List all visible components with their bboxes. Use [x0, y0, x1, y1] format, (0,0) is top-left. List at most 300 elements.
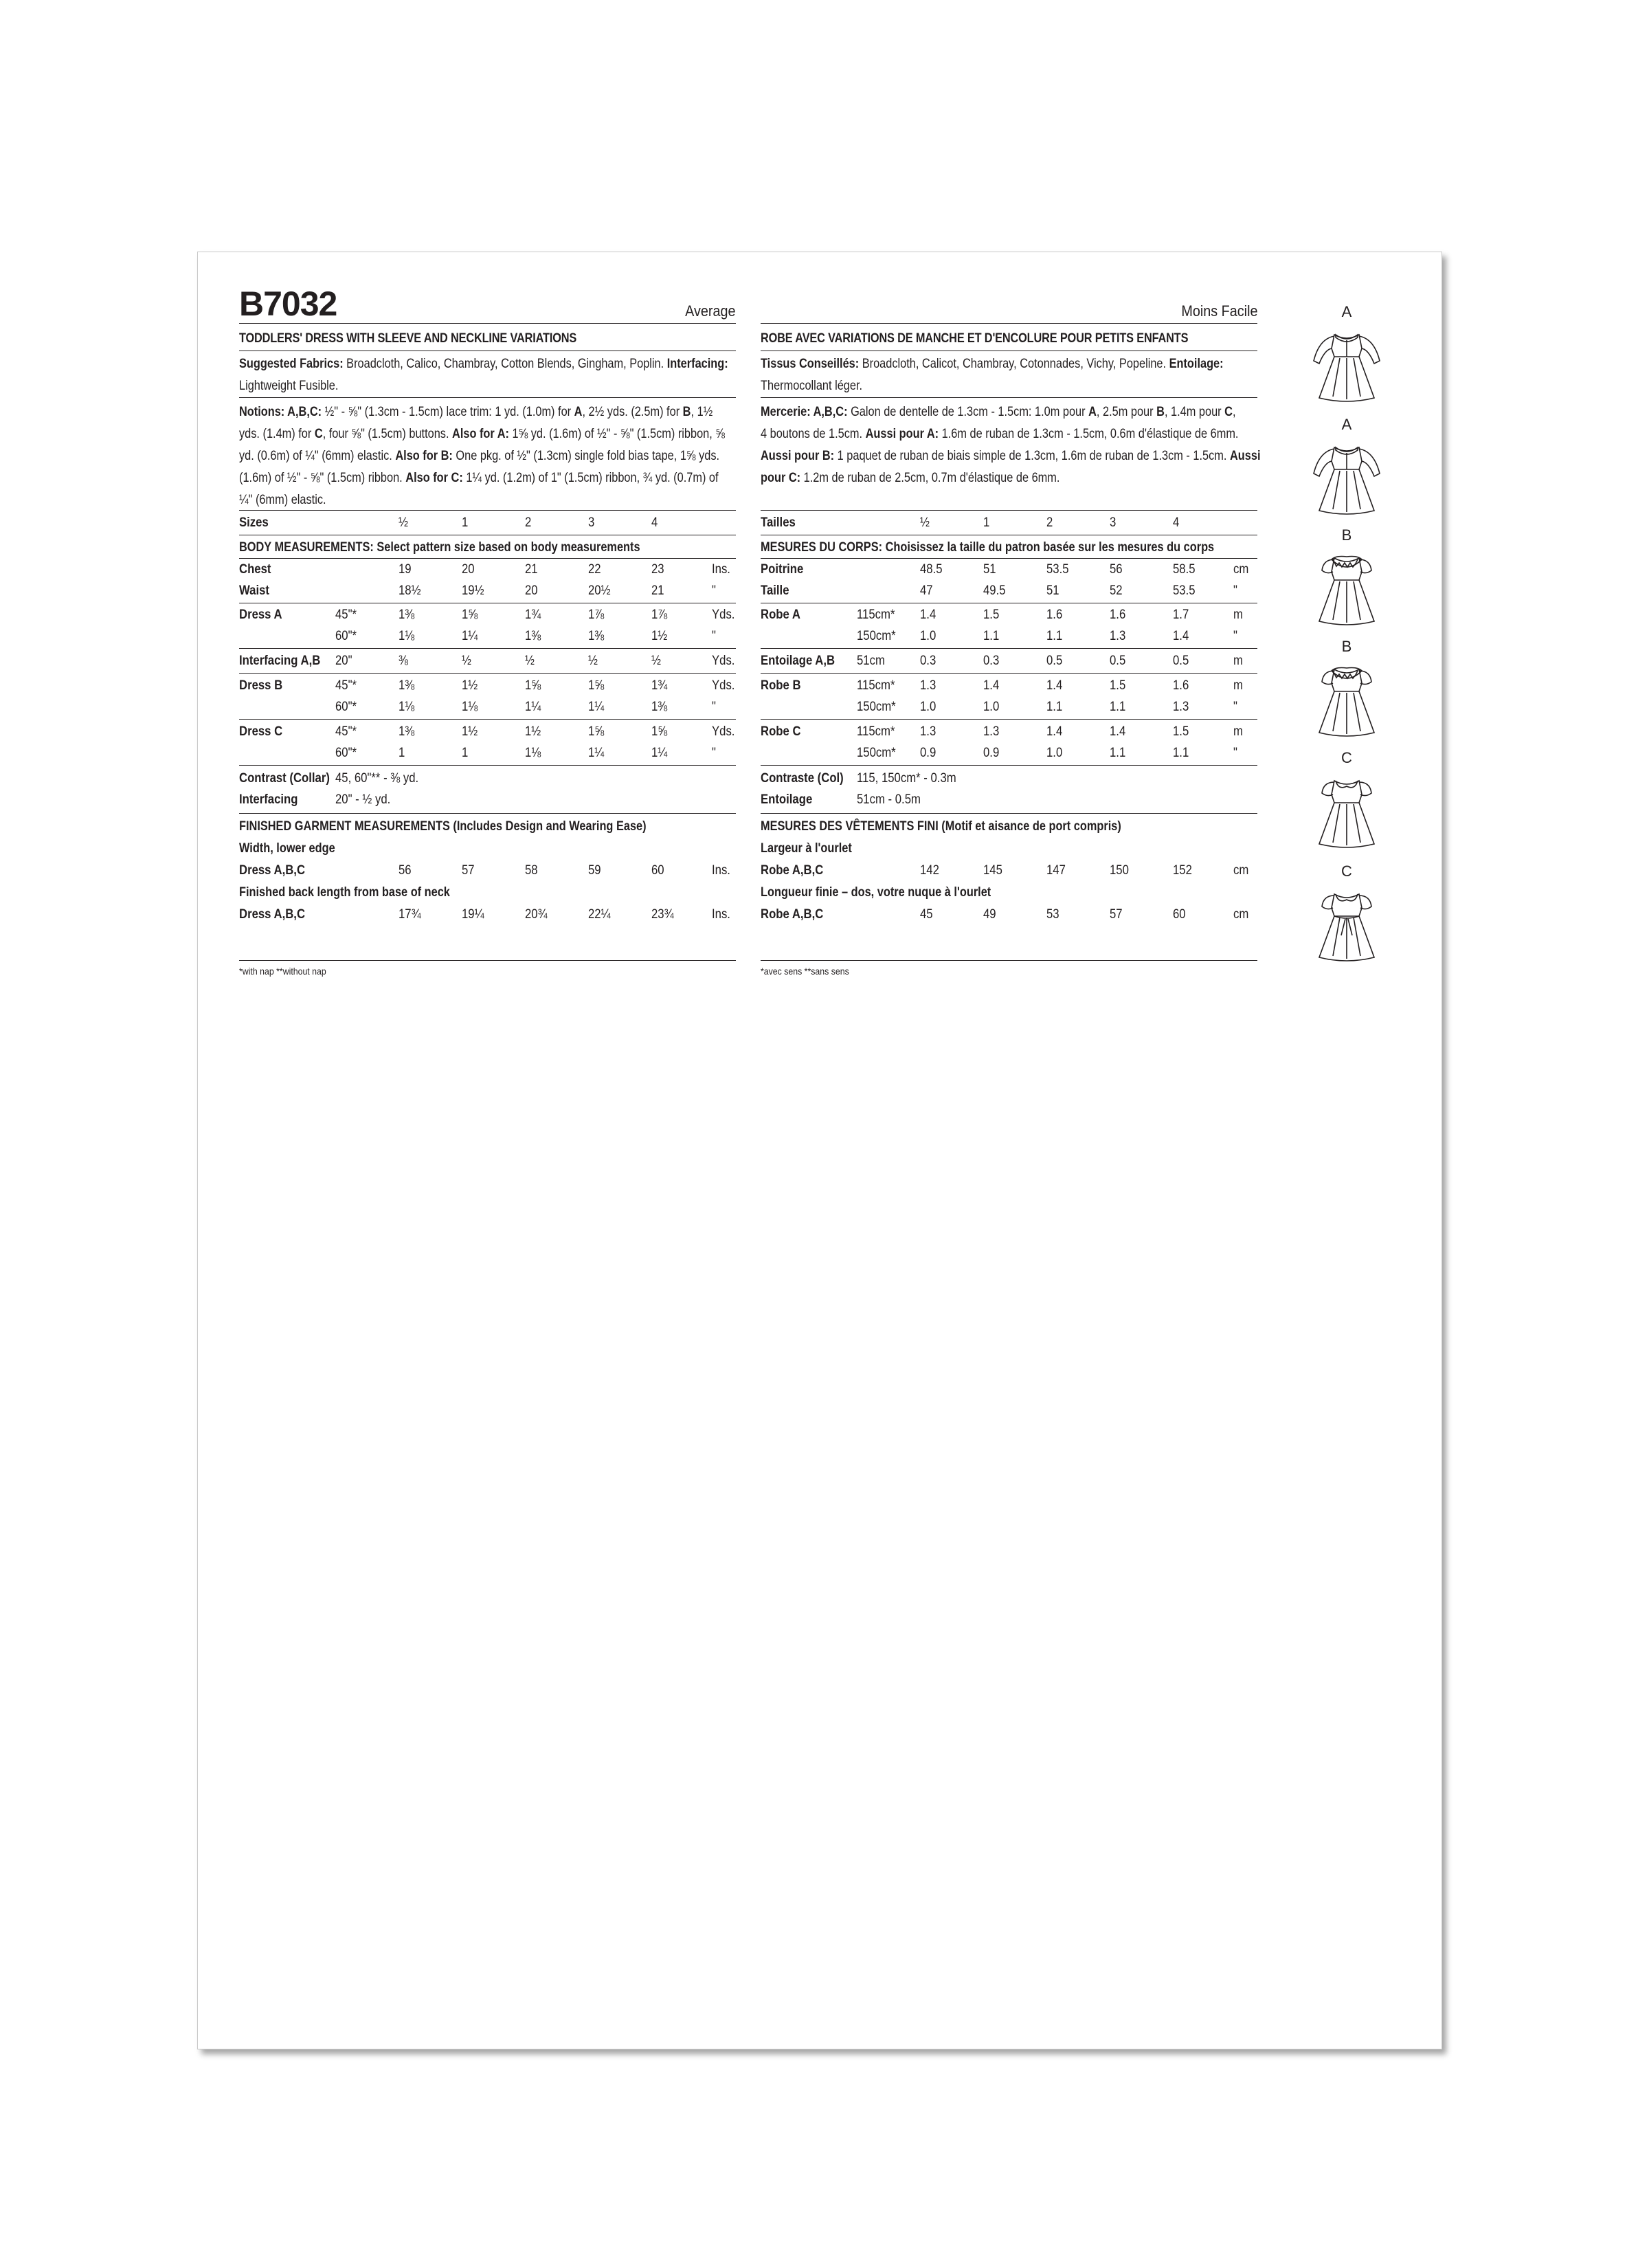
en-body-row-value: 19½ [462, 583, 484, 598]
en-yardage-row-value: 1¾ [651, 678, 668, 693]
fr-yardage-row-value: 1.1 [983, 629, 1000, 643]
en-yardage-row-value: ½ [651, 654, 661, 668]
fr-yardage-row-width: 115cm* [857, 724, 895, 739]
fr-yardage-row [0, 746, 1649, 764]
en-yardage-row-value: 1¼ [588, 700, 605, 714]
en-yardage-row-value: 1⅝ [651, 724, 668, 739]
fr-notions-text: pour [1062, 405, 1089, 419]
en-yardage-row-value: 1⅜ [399, 608, 415, 622]
fr-contrast-row [0, 771, 1649, 789]
en-yardage-row-value: 1⅞ [588, 608, 605, 622]
fr-yardage-row-value: 1.4 [1173, 629, 1189, 643]
fr-rule-contrast [761, 813, 1257, 814]
fr-yardage-row-unit: m [1233, 654, 1243, 668]
en-contrast-value: 45, 60"** - ⅜ yd. [335, 771, 419, 786]
en-notions-line [239, 423, 771, 445]
fr-yardage-row-value: 1.4 [983, 678, 1000, 693]
en-length-row-unit: Ins. [712, 907, 730, 922]
en-yardage-row-value: 1¼ [525, 700, 541, 714]
view-letter: A [1341, 416, 1352, 433]
dress-outline [1333, 693, 1360, 734]
fr-length-row-value: 53 [1046, 907, 1059, 922]
en-rule-yardage [239, 765, 736, 766]
fr-width-row [0, 863, 1649, 881]
en-yardage-row-value: 1⅜ [399, 724, 415, 739]
fr-width-row-value: 150 [1110, 863, 1129, 878]
fr-yardage-row-value: 1.3 [920, 678, 936, 693]
fr-yardage-row-value: 1.1 [1173, 746, 1189, 760]
fr-yardage-row-value: 1.1 [1046, 629, 1063, 643]
fr-interfacing-label2: Entoilage [761, 792, 813, 807]
fr-interfacing-label: Entoilage: [1169, 357, 1224, 371]
en-body-row-value: 20½ [588, 583, 611, 598]
en-yardage-row-value: 1⅜ [588, 629, 605, 643]
en-yardage-row-value: ½ [462, 654, 471, 668]
en-notions-text: ¼" (6mm) elastic. [239, 493, 326, 507]
dress-outline [1314, 336, 1334, 364]
fr-notions-text: , [1232, 405, 1236, 419]
fr-yardage-row-value: 1.5 [1110, 678, 1126, 693]
fr-yardage-row-value: 1.5 [983, 608, 1000, 622]
en-yardage-row-value: 1¼ [462, 629, 478, 643]
en-notions-text: One pkg. of ½" (1.3cm) single fold bias tape, 1⅝ yds. [452, 449, 720, 463]
fr-length-row [0, 907, 1649, 925]
fr-notions-text: , 2.5m [1096, 405, 1131, 419]
dress-outline [1333, 804, 1360, 845]
fr-notions-text: 1.2m de ruban de 2.5cm, 0.7m d'élastique de 6mm. [800, 471, 1060, 485]
fr-notions-line [761, 467, 1292, 489]
dress-outline [1333, 918, 1360, 959]
en-notions-label: Also for B: [395, 449, 453, 463]
view-letter: A [1341, 303, 1352, 320]
fr-yardage-row-unit: " [1233, 700, 1237, 714]
en-body-row-label: Chest [239, 562, 271, 577]
en-rule-body [239, 558, 736, 559]
en-fabrics [239, 353, 730, 397]
en-yardage-row-value: 1⅛ [399, 629, 415, 643]
en-yardage-row-unit: Yds. [712, 608, 735, 622]
en-yardage-row-width: 45"* [335, 724, 357, 739]
en-length-row-value: 23¾ [651, 907, 674, 922]
en-yardage-row-value: 1¾ [525, 608, 541, 622]
fr-sizes-row-value: ½ [920, 515, 930, 530]
en-yardage-row-unit: " [712, 629, 716, 643]
en-title: TODDLERS' DRESS WITH SLEEVE AND NECKLINE VARIATIONS [239, 331, 577, 346]
dress-view-drawing [1299, 544, 1395, 630]
fr-yardage-row-value: 1.1 [1110, 746, 1126, 760]
en-notions [239, 401, 771, 511]
fr-length-row-value: 60 [1173, 907, 1186, 922]
fr-yardage-row-value: 1.4 [1046, 678, 1063, 693]
en-length-heading: Finished back length from base of neck [239, 885, 450, 900]
en-length-row-value: 20¾ [525, 907, 548, 922]
fr-rule-body [761, 558, 1257, 559]
en-yardage-row-label: Dress C [239, 724, 283, 739]
en-notions-text: ½" - ⅝" (1.3cm - 1.5cm) lace trim: 1 yd. (1.0m) [322, 405, 559, 419]
fr-yardage-row-label: Entoilage A,B [761, 654, 835, 668]
en-interfacing-text: Lightweight Fusible. [239, 379, 339, 393]
en-length-row-value: 17¾ [399, 907, 421, 922]
en-yardage-row-width: 20" [335, 654, 352, 668]
fr-yardage-row-label: Robe C [761, 724, 801, 739]
fr-notions-text: 1.6m de ruban de 1.3cm - 1.5cm, 0.6m d'élastique de 6mm. [939, 427, 1239, 441]
dress-outline [1333, 358, 1360, 399]
fr-width-row-value: 142 [920, 863, 939, 878]
en-yardage-row-label: Dress B [239, 678, 283, 693]
en-finished-heading: FINISHED GARMENT MEASUREMENTS (Includes Design and Wearing Ease) [239, 819, 647, 834]
view-letter: C [1341, 749, 1352, 766]
en-width-row-value: 58 [525, 863, 538, 878]
fr-contrast-value: 115, 150cm* - 0.3m [857, 771, 956, 786]
en-rule-contrast [239, 813, 736, 814]
en-notions-line [239, 467, 771, 489]
fr-yardage-row-value: 1.0 [1046, 746, 1063, 760]
en-width-row-value: 57 [462, 863, 475, 878]
fr-sizes-row-value: 2 [1046, 515, 1053, 530]
fr-notions-text: 4 boutons de 1.5cm. [761, 427, 866, 441]
fr-yardage-row-value: 1.3 [983, 724, 1000, 739]
en-yardage-row-value: 1½ [651, 629, 668, 643]
fr-body-row-value: 52 [1110, 583, 1123, 598]
en-rule-top [239, 323, 736, 324]
fr-yardage-row-unit: m [1233, 724, 1243, 739]
fr-yardage-row-label: Robe B [761, 678, 801, 693]
fr-sizes-row [0, 515, 1649, 533]
dress-view-drawing [1299, 767, 1395, 853]
en-sizes-row-label: Sizes [239, 515, 269, 530]
en-notions-view-letter: A [574, 405, 583, 419]
fr-yardage-row-value: 0.3 [983, 654, 1000, 668]
fr-fabrics [761, 353, 1251, 397]
en-notions-text: , 2½ yds. (2.5m) [582, 405, 667, 419]
fr-notions-label: Aussi pour A: [865, 427, 939, 441]
fr-interfacing-value2: 51cm - 0.5m [857, 792, 921, 807]
pattern-number: B7032 [239, 285, 337, 323]
en-notions-text: 1⅝ yd. (1.6m) of ½" - ⅝" (1.5cm) ribbon, ⅝ [508, 427, 725, 441]
en-yardage-row-unit: " [712, 746, 716, 760]
en-length-row-label: Dress A,B,C [239, 907, 306, 922]
fr-yardage-row-value: 1.0 [920, 700, 936, 714]
fr-body-row-value: 56 [1110, 562, 1123, 577]
fr-notions-text: 1 paquet de ruban de biais simple de 1.3cm, 1.6m de ruban de 1.3cm - 1.5cm. [834, 449, 1230, 463]
en-body-row-value: 21 [525, 562, 538, 577]
fr-interfacing-text: Thermocollant léger. [761, 379, 863, 393]
fr-yardage-row-value: 0.9 [983, 746, 1000, 760]
fr-yardage-row-width: 150cm* [857, 746, 896, 760]
en-rule-yardage [239, 673, 736, 674]
en-yardage-row-value: 1⅛ [462, 700, 478, 714]
fr-length-row-value: 57 [1110, 907, 1123, 922]
fr-yardage-row-width: 51cm [857, 654, 885, 668]
fr-body-row-unit: cm [1233, 562, 1249, 577]
fr-notions-label: Mercerie: A,B,C: [761, 405, 848, 419]
fr-yardage-row-unit: m [1233, 678, 1243, 693]
en-yardage-row-unit: " [712, 700, 716, 714]
en-yardage-row-unit: Yds. [712, 678, 735, 693]
en-yardage-row-value: 1⅛ [399, 700, 415, 714]
fr-body-row-value: 58.5 [1173, 562, 1196, 577]
fr-width-row-value: 145 [983, 863, 1002, 878]
fr-rule-yardage [761, 673, 1257, 674]
fr-yardage-row-value: 1.3 [920, 724, 936, 739]
en-fabrics-text: Broadcloth, Calico, Chambray, Cotton Blends, Gingham, Poplin. [346, 357, 667, 371]
en-body-row-unit: " [712, 583, 716, 598]
fr-body-row-value: 51 [1046, 583, 1059, 598]
dress-outline [1333, 581, 1360, 623]
en-notions-text: yd. (0.6m) of ¼" (6mm) elastic. [239, 449, 396, 463]
en-yardage-row-value: 1⅜ [525, 629, 541, 643]
fr-notions-label: Aussi pour B: [761, 449, 835, 463]
en-body-row-label: Waist [239, 583, 269, 598]
fr-yardage-row-unit: " [1233, 629, 1237, 643]
fr-yardage-row [0, 724, 1649, 742]
fr-body-row-value: 47 [920, 583, 933, 598]
fr-body-row-value: 49.5 [983, 583, 1006, 598]
en-yardage-row-value: 1⅝ [462, 608, 478, 622]
fr-body-row-label: Taille [761, 583, 789, 598]
en-notions-view-letter: B [682, 405, 691, 419]
en-contrast-label: Contrast (Collar) [239, 771, 330, 786]
en-body-row-value: 23 [651, 562, 664, 577]
en-interfacing-value2: 20" - ½ yd. [335, 792, 391, 807]
en-yardage-row-value: 1 [462, 746, 469, 760]
fr-yardage-row-value: 1.4 [920, 608, 936, 622]
en-notions-view-letter: C [314, 427, 323, 441]
fr-rule-yardage [761, 765, 1257, 766]
fr-yardage-row-value: 1.1 [1110, 700, 1126, 714]
en-sizes-row-value: ½ [399, 515, 408, 530]
en-sizes-row-value: 3 [588, 515, 595, 530]
en-notions-line [239, 445, 771, 467]
view-letter: C [1341, 863, 1352, 880]
fr-yardage-row [0, 608, 1649, 625]
fr-length-row-label: Robe A,B,C [761, 907, 824, 922]
fr-contrast-label: Contraste (Col) [761, 771, 844, 786]
fr-yardage-row-value: 1.6 [1173, 678, 1189, 693]
fr-yardage-row-value: 1.0 [983, 700, 1000, 714]
fr-yardage-row-value: 0.3 [920, 654, 936, 668]
fr-rule-fabrics [761, 397, 1257, 398]
fr-notions-text: pour [1130, 405, 1157, 419]
dress-view-drawing [1299, 321, 1395, 407]
fr-body-row-label: Poitrine [761, 562, 804, 577]
en-yardage-row-value: 1½ [525, 724, 541, 739]
en-width-row-value: 60 [651, 863, 664, 878]
fr-body-row-value: 51 [983, 562, 996, 577]
fr-footnote: *avec sens **sans sens [761, 966, 849, 977]
en-yardage-row-value: 1⅝ [525, 678, 541, 693]
en-yardage-row-value: ½ [525, 654, 535, 668]
dress-outline [1333, 471, 1360, 512]
fr-notions-line [761, 401, 1292, 423]
en-notions-label: Also for C: [405, 471, 463, 485]
fr-body-row [0, 583, 1649, 601]
dress-outline [1332, 894, 1362, 916]
fr-interfacing-row [0, 792, 1649, 810]
en-notions-label: Also for A: [452, 427, 509, 441]
fr-yardage-row [0, 654, 1649, 671]
en-length-row-value: 19¼ [462, 907, 484, 922]
fr-notions-line [761, 423, 1292, 445]
en-yardage-row-value: 1⅛ [525, 746, 541, 760]
dress-view-drawing [1299, 880, 1395, 966]
en-footnote: *with nap **without nap [239, 966, 326, 977]
fr-notions-view-letter: B [1156, 405, 1165, 419]
fr-fabrics-text: Broadcloth, Calicot, Chambray, Cotonnades, Vichy, Popeline. [862, 357, 1169, 371]
en-sizes-row-value: 4 [651, 515, 658, 530]
en-width-row-unit: Ins. [712, 863, 730, 878]
fr-body-row-value: 48.5 [920, 562, 943, 577]
fr-rule-notions [761, 510, 1257, 511]
en-body-row-value: 21 [651, 583, 664, 598]
fr-length-row-value: 45 [920, 907, 933, 922]
fr-yardage-row [0, 678, 1649, 696]
fr-body-row [0, 562, 1649, 580]
fr-yardage-row-width: 115cm* [857, 678, 895, 693]
en-rule-bottom [239, 960, 736, 961]
fr-yardage-row-width: 115cm* [857, 608, 895, 622]
fr-yardage-row-value: 1.4 [1110, 724, 1126, 739]
en-rule-fabrics [239, 397, 736, 398]
fr-finished-heading: MESURES DES VÊTEMENTS FINI (Motif et aisance de port compris) [761, 819, 1121, 834]
fr-rule-yardage [761, 648, 1257, 649]
en-yardage-row-width: 60"* [335, 700, 357, 714]
view-letter: B [1341, 526, 1352, 544]
fr-body-row-unit: " [1233, 583, 1237, 598]
en-yardage-row-width: 45"* [335, 678, 357, 693]
en-yardage-row-width: 45"* [335, 608, 357, 622]
en-width-row-label: Dress A,B,C [239, 863, 306, 878]
fr-sizes-row-value: 3 [1110, 515, 1117, 530]
fr-fabrics-label: Tissus Conseillés: [761, 357, 862, 371]
en-sizes-row-value: 1 [462, 515, 469, 530]
fr-yardage-row-value: 1.3 [1173, 700, 1189, 714]
en-rule-notions [239, 510, 736, 511]
fr-width-row-value: 152 [1173, 863, 1192, 878]
fr-yardage-row-value: 1.7 [1173, 608, 1189, 622]
en-yardage-row-value: 1¼ [651, 746, 668, 760]
fr-notions-text: , 1.4m [1164, 405, 1199, 419]
fr-notions-line [761, 445, 1292, 467]
en-length-row-value: 22¼ [588, 907, 611, 922]
en-yardage-row-width: 60"* [335, 746, 357, 760]
dress-outline [1359, 336, 1380, 364]
fr-notions-text: pour [1198, 405, 1225, 419]
fr-notions-label: Aussi [1229, 449, 1261, 463]
en-yardage-row-value: 1½ [462, 678, 478, 693]
en-width-heading: Width, lower edge [239, 841, 335, 856]
en-yardage-row-unit: Yds. [712, 724, 735, 739]
en-notions-text: , 1½ [691, 405, 713, 419]
en-body-row-unit: Ins. [712, 562, 730, 577]
fr-sizes-row-value: 4 [1173, 515, 1180, 530]
en-body-row-value: 19 [399, 562, 412, 577]
en-yardage-row-value: ½ [588, 654, 598, 668]
fr-yardage-row-value: 0.5 [1173, 654, 1189, 668]
fr-length-heading: Longueur finie – dos, votre nuque à l'ourlet [761, 885, 991, 900]
fr-yardage-row [0, 629, 1649, 647]
fr-length-row-value: 49 [983, 907, 996, 922]
en-rule-yardage [239, 648, 736, 649]
en-yardage-row-value: 1⅜ [651, 700, 668, 714]
fr-notions-view-letter: C [1224, 405, 1233, 419]
dress-view-drawing [1299, 434, 1395, 520]
fr-yardage-row-value: 1.0 [920, 629, 936, 643]
en-notions-label: Notions: A,B,C: [239, 405, 322, 419]
en-notions-text: (1.6m) of ½" - ⅝" (1.5cm) ribbon. [239, 471, 406, 485]
en-yardage-row-value: 1½ [462, 724, 478, 739]
en-body-row-value: 18½ [399, 583, 421, 598]
en-interfacing-label2: Interfacing [239, 792, 298, 807]
fr-yardage-row-value: 0.9 [920, 746, 936, 760]
en-yardage-row-value: 1¼ [588, 746, 605, 760]
fr-rule-yardage [761, 719, 1257, 720]
en-yardage-row-unit: Yds. [712, 654, 735, 668]
fr-yardage-row-width: 150cm* [857, 629, 896, 643]
en-width-row-value: 56 [399, 863, 412, 878]
en-fabrics-label: Suggested Fabrics: [239, 357, 347, 371]
dress-view-drawing [1299, 656, 1395, 742]
fr-body-row-value: 53.5 [1046, 562, 1069, 577]
fr-width-row-unit: cm [1233, 863, 1249, 878]
en-notions-text: for [666, 405, 683, 419]
view-letter: B [1341, 638, 1352, 655]
fr-rule-top [761, 323, 1257, 324]
en-interfacing-label: Interfacing: [666, 357, 728, 371]
dress-outline [1359, 449, 1380, 476]
en-yardage-row-label: Dress A [239, 608, 282, 622]
en-body-row-value: 20 [525, 583, 538, 598]
fr-notions-text: Galon de dentelle de 1.3cm - 1.5cm: 1.0m [847, 405, 1063, 419]
fr-notions-view-letter: A [1088, 405, 1097, 419]
fr-body-row-value: 53.5 [1173, 583, 1196, 598]
fr-yardage-row-width: 150cm* [857, 700, 896, 714]
fr-width-row-label: Robe A,B,C [761, 863, 824, 878]
fr-notions-label: pour C: [761, 471, 801, 485]
fr-yardage-row-label: Robe A [761, 608, 800, 622]
en-notions-text: 1¼ yd. (1.2m) of 1" (1.5cm) ribbon, ¾ yd. (0.7m) of [462, 471, 719, 485]
dress-outline [1332, 781, 1362, 803]
fr-yardage-row-value: 1.3 [1110, 629, 1126, 643]
en-notions-text: , four ⅝" (1.5cm) buttons. [322, 427, 453, 441]
en-rule-yardage [239, 719, 736, 720]
fr-yardage-row-value: 1.6 [1110, 608, 1126, 622]
en-notions-line [239, 401, 771, 423]
en-difficulty: Average [685, 302, 736, 320]
fr-yardage-row-value: 0.5 [1110, 654, 1126, 668]
en-notions-text: yds. (1.4m) [239, 427, 299, 441]
en-yardage-row-label: Interfacing A,B [239, 654, 321, 668]
en-yardage-row-width: 60"* [335, 629, 357, 643]
en-yardage-row-value: 1 [399, 746, 405, 760]
fr-length-row-unit: cm [1233, 907, 1249, 922]
fr-title: ROBE AVEC VARIATIONS DE MANCHE ET D'ENCOLURE POUR PETITS ENFANTS [761, 331, 1189, 346]
en-yardage-row-value: 1⅝ [588, 678, 605, 693]
en-yardage-row-value: 1⅜ [399, 678, 415, 693]
fr-yardage-row-value: 1.4 [1046, 724, 1063, 739]
en-sizes-row-value: 2 [525, 515, 532, 530]
fr-yardage-row-value: 1.5 [1173, 724, 1189, 739]
en-yardage-row-value: 1⅞ [651, 608, 668, 622]
en-yardage-row-value: ⅜ [399, 654, 408, 668]
fr-difficulty: Moins Facile [1180, 302, 1257, 320]
fr-notions [761, 401, 1292, 489]
en-body-row-value: 22 [588, 562, 601, 577]
dress-outline [1314, 449, 1334, 476]
fr-body-heading: MESURES DU CORPS: Choisissez la taille du patron basée sur les mesures du corps [761, 540, 1215, 555]
fr-width-row-value: 147 [1046, 863, 1066, 878]
fr-rule-bottom [761, 960, 1257, 961]
